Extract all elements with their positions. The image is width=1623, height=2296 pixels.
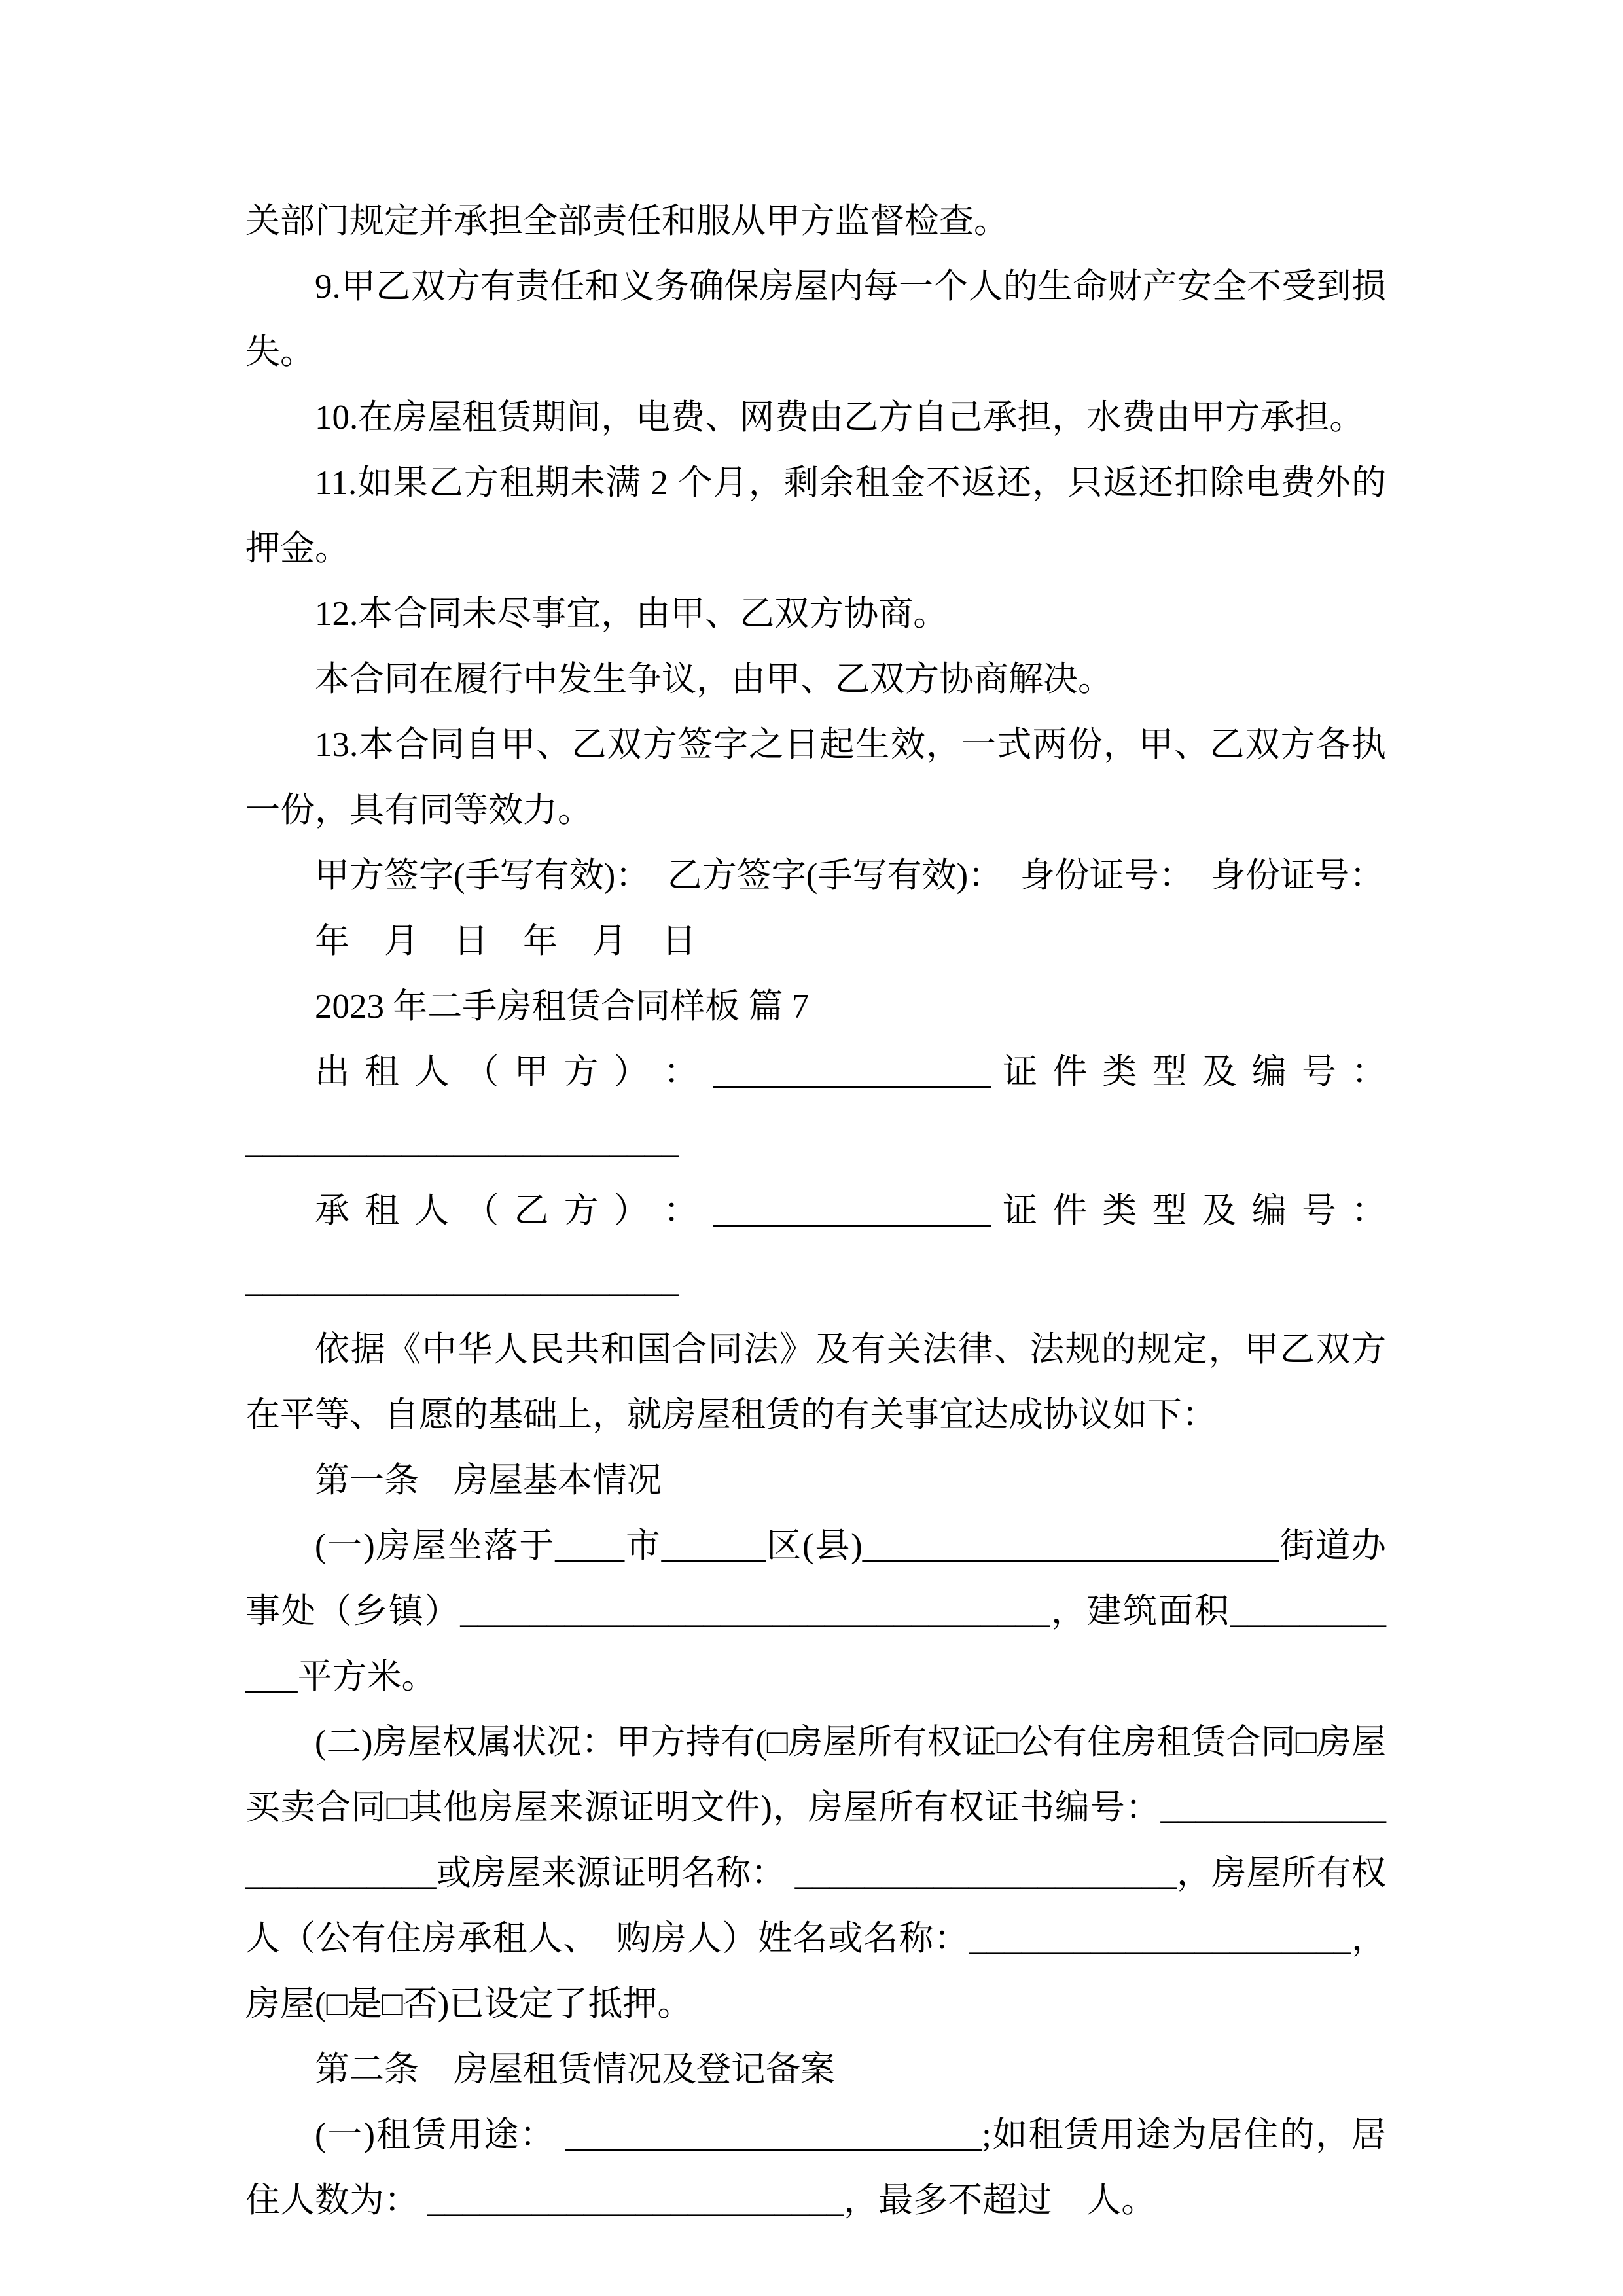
clause-10: 10.在房屋租赁期间，电费、网费由乙方自己承担，水费由甲方承担。 — [315, 399, 1364, 437]
clause-12-note: 本合同在履行中发生争议，由甲、乙双方协商解决。 — [315, 660, 1113, 698]
document-content — [245, 188, 1386, 2233]
lessee-id-blank: _________________________ — [245, 1261, 679, 1299]
clause-11: 11.如果乙方租期未满 2 个月，剩余租金不返还，只返还扣除电费外的押金。 — [245, 464, 1386, 567]
clause-13: 13.本合同自甲、乙双方签字之日起生效，一式两份，甲、乙双方各执一份，具有同等效力。 — [245, 726, 1386, 829]
lessee-line: 承 租 人 （ 乙 方 ） ： ________________ 证 件 类 型 及 编 号 ： — [315, 1192, 1386, 1230]
article-2-heading: 第二条 房屋租赁情况及登记备案 — [315, 2051, 835, 2089]
lessor-line: 出 租 人 （ 甲 方 ） ： ________________ 证 件 类 型 及 编 号 ： — [315, 1053, 1386, 1091]
lessor-id-blank: _________________________ — [245, 1122, 679, 1160]
clause-9: 9.甲乙双方有责任和义务确保房屋内每一个人的生命财产安全不受到损失。 — [245, 268, 1386, 371]
date-line: 年 月 日 年 月 日 — [315, 922, 696, 960]
article-2-item-1: (一)租赁用途： ________________________;如租赁用途为居住的，居住人数为： ________________________，最多不超过 人。 — [245, 2116, 1386, 2219]
preamble: 依据《中华人民共和国合同法》及有关法律、法规的规定，甲乙双方在平等、自愿的基础上，就房屋租赁的有关事宜达成协议如下： — [245, 1331, 1386, 1434]
article-1-item-1: (一)房屋坐落于____市______区(县)________________________街道办事处（乡镇）__________________________________，建筑面积____________平方米。 — [245, 1527, 1386, 1696]
clause-12: 12.本合同未尽事宜，由甲、乙双方协商。 — [315, 595, 948, 633]
document-title: 2023 年二手房租赁合同样板 篇 7 — [315, 988, 810, 1026]
clause-continuation: 关部门规定并承担全部责任和服从甲方监督检查。 — [245, 202, 1008, 240]
article-1-heading: 第一条 房屋基本情况 — [315, 1462, 662, 1499]
article-1-item-2: (二)房屋权属状况：甲方持有(□房屋所有权证□公有住房租赁合同□房屋买卖合同□其他房屋来源证明文件)，房屋所有权证书编号：________________________或房屋来源证明名称： ______________________，房屋所有权人（公有住房承租人、 购房人）姓名或名称：______________________，房屋(□是□否)已设定了抵押。 — [245, 1723, 1386, 2023]
signature-line: 甲方签字(手写有效)： 乙方签字(手写有效)： 身份证号： 身份证号： — [315, 857, 1385, 895]
